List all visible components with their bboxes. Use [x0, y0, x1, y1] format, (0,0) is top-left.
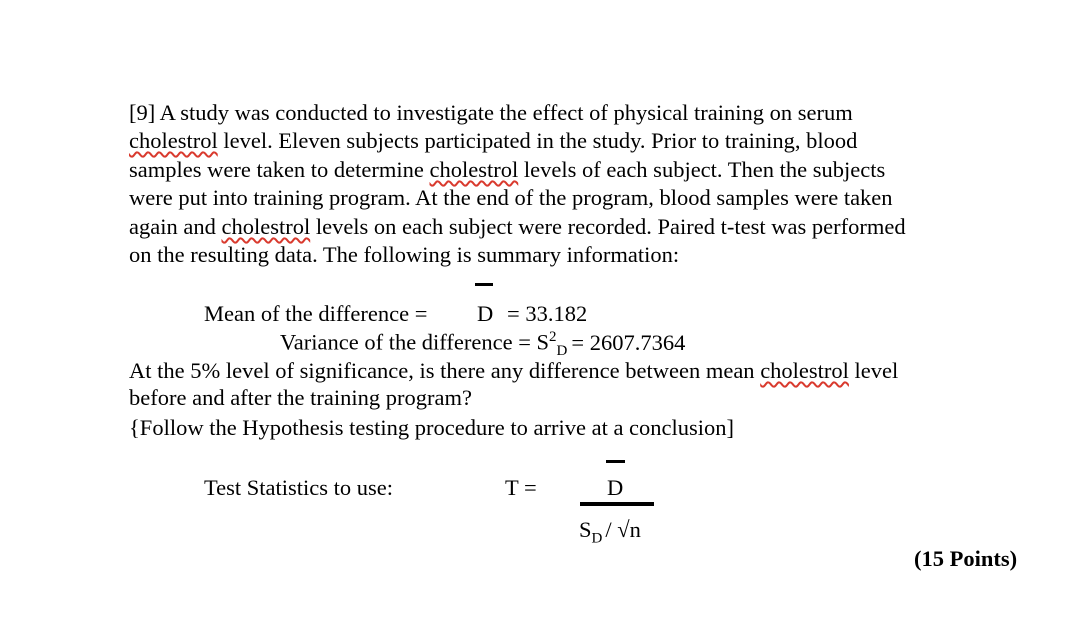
question-line-2: before and after the training program?: [129, 385, 472, 410]
points-label: (15 Points): [914, 546, 1018, 571]
question-line-1-text: At the 5% level of significance, is there any difference between mean: [129, 358, 761, 383]
mean-symbol: D: [477, 301, 494, 326]
mean-value: = 33.182: [507, 301, 588, 326]
formula-numerator: D: [607, 475, 624, 500]
problem-text: levels on each subject were recorded. Paired t-test was performed: [310, 214, 906, 239]
variance-value: = 2607.7364: [571, 329, 686, 355]
variance-sup: 2: [549, 329, 557, 345]
problem-line: [129, 185, 893, 211]
denominator-sub: D: [591, 530, 603, 547]
problem-text: samples were taken to determine: [129, 157, 430, 182]
problem-text: were put into training program. At the end of the program, blood samples were taken: [129, 185, 893, 210]
mean-overbar: [475, 283, 493, 286]
denominator-rest: / √n: [605, 517, 641, 542]
formula-label: Test Statistics to use:: [204, 475, 394, 500]
problem-line: [129, 128, 857, 154]
question-line-3: {Follow the Hypothesis testing procedure to arrive at a conclusion]: [129, 415, 735, 440]
mean-label: Mean of the difference =: [204, 301, 428, 326]
question-line-1-end: level: [848, 358, 899, 383]
formula-denominator: [579, 517, 641, 548]
denominator-s: S: [579, 517, 592, 542]
problem-text: again and: [129, 214, 222, 239]
misspelled-word: cholestrol: [129, 128, 218, 153]
variance-label: Variance of the difference = S: [280, 329, 550, 355]
problem-line: [129, 214, 906, 240]
fraction-bar: [580, 502, 654, 506]
problem-text: level. Eleven subjects participated in the study. Prior to training, blood: [217, 128, 858, 153]
problem-text: [9] A study was conducted to investigate the effect of physical training on serum: [129, 100, 853, 125]
variance-line: [280, 329, 685, 360]
misspelled-word: cholestrol: [429, 157, 519, 182]
problem-line: [129, 157, 885, 183]
misspelled-word: cholestrol: [760, 358, 849, 383]
problem-text: levels of each subject. Then the subjects: [518, 157, 886, 182]
problem-line: [129, 242, 679, 268]
question-line-1: [129, 358, 898, 384]
problem-text: on the resulting data. The following is summary information:: [129, 242, 680, 267]
problem-line: [129, 100, 853, 126]
variance-sub: D: [556, 343, 568, 359]
numerator-overbar: [606, 460, 625, 463]
formula-lhs: T =: [505, 475, 537, 500]
misspelled-word: cholestrol: [221, 214, 311, 239]
